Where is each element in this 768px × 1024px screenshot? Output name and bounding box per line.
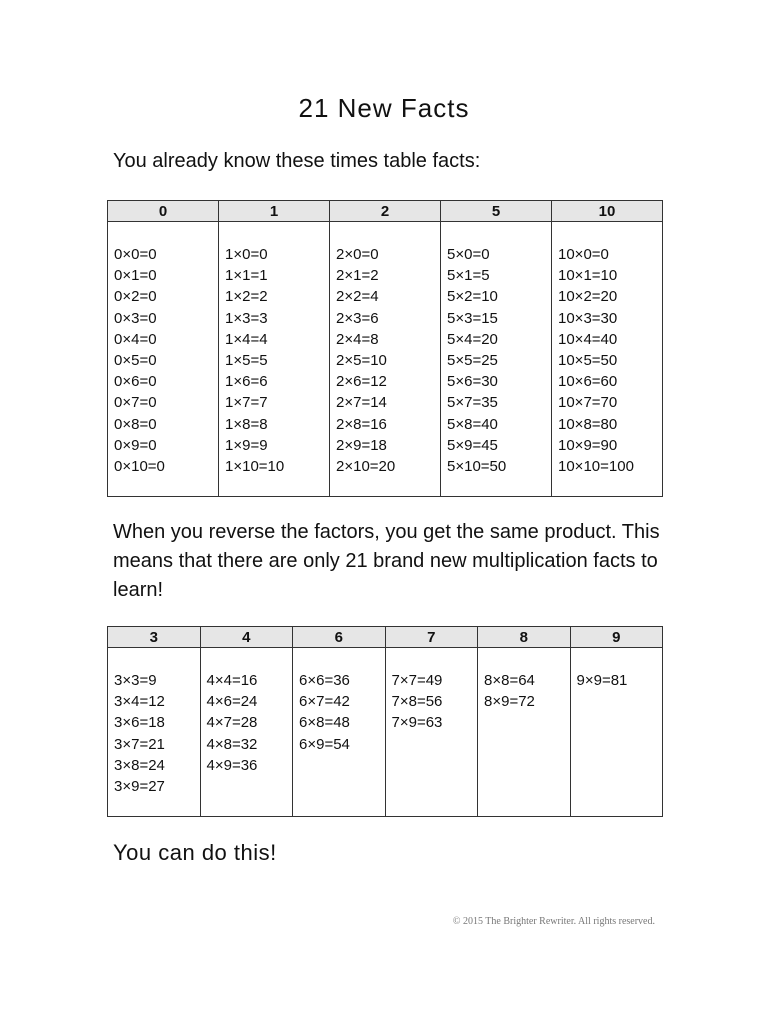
fact-item: 4×7=28 xyxy=(206,714,258,732)
fact-item: 5×9=45 xyxy=(447,436,498,454)
fact-item: 1×9=9 xyxy=(225,436,268,454)
fact-item: 0×1=0 xyxy=(114,267,157,285)
new-facts-header-row xyxy=(108,627,663,648)
new-facts-column-6 xyxy=(293,648,386,817)
known-facts-header-5: 5 xyxy=(441,201,552,222)
new-facts-column-8 xyxy=(478,648,571,817)
fact-item: 3×7=21 xyxy=(114,735,165,753)
fact-list xyxy=(114,670,200,797)
fact-item: 4×9=36 xyxy=(206,756,258,774)
fact-item: 5×6=30 xyxy=(447,373,498,391)
known-facts-table xyxy=(107,200,663,497)
known-facts-column-10 xyxy=(552,222,663,497)
fact-item: 10×1=10 xyxy=(558,267,618,285)
fact-list xyxy=(336,244,440,477)
fact-item: 10×7=70 xyxy=(558,394,618,412)
fact-list xyxy=(114,244,218,477)
new-facts-header-4: 4 xyxy=(200,627,293,648)
fact-item: 0×10=0 xyxy=(114,457,165,475)
fact-item: 2×7=14 xyxy=(336,394,387,412)
fact-item: 0×5=0 xyxy=(114,351,157,369)
new-facts-header-3: 3 xyxy=(108,627,201,648)
new-facts-header-9: 9 xyxy=(570,627,663,648)
known-facts-header-row xyxy=(108,201,663,222)
new-facts-table xyxy=(107,626,663,817)
known-facts-column-1 xyxy=(219,222,330,497)
known-facts-column-2 xyxy=(330,222,441,497)
fact-list xyxy=(207,670,293,776)
fact-item: 7×7=49 xyxy=(391,672,443,689)
fact-list xyxy=(225,244,329,477)
fact-item: 0×4=0 xyxy=(114,330,157,348)
fact-list xyxy=(392,670,478,734)
new-facts-body-row xyxy=(108,648,663,817)
fact-item: 5×8=40 xyxy=(447,415,498,433)
fact-item: 1×7=7 xyxy=(225,394,268,412)
fact-item: 0×9=0 xyxy=(114,436,157,454)
fact-item: 5×0=0 xyxy=(447,246,490,263)
fact-item: 2×9=18 xyxy=(336,436,387,454)
intro-text: You already know these times table facts: xyxy=(113,150,481,172)
fact-item: 6×9=54 xyxy=(299,735,350,753)
page-title: 21 New Facts xyxy=(298,93,470,123)
known-facts-header-10: 10 xyxy=(552,201,663,222)
copyright-footer: © 2015 The Brighter Rewriter. All rights reserved. xyxy=(452,916,655,927)
fact-item: 6×7=42 xyxy=(299,693,350,711)
new-facts-column-9 xyxy=(570,648,663,817)
fact-item: 8×8=64 xyxy=(484,672,535,689)
fact-item: 1×4=4 xyxy=(225,330,268,348)
fact-item: 3×3=9 xyxy=(114,672,157,689)
fact-item: 10×9=90 xyxy=(558,436,618,454)
fact-item: 8×9=72 xyxy=(484,693,535,711)
fact-list xyxy=(484,670,570,712)
fact-item: 2×4=8 xyxy=(336,330,379,348)
fact-item: 2×0=0 xyxy=(336,246,379,263)
fact-item: 5×10=50 xyxy=(447,457,507,475)
fact-item: 2×2=4 xyxy=(336,288,379,306)
fact-item: 1×10=10 xyxy=(225,457,285,475)
fact-item: 5×4=20 xyxy=(447,330,498,348)
closing-text: You can do this! xyxy=(113,840,277,865)
fact-item: 5×1=5 xyxy=(447,267,490,285)
new-facts-column-7 xyxy=(385,648,478,817)
fact-item: 10×10=100 xyxy=(558,457,634,475)
new-facts-column-4 xyxy=(200,648,293,817)
known-facts-header-1: 1 xyxy=(219,201,330,222)
fact-item: 2×1=2 xyxy=(336,267,379,285)
fact-item: 4×6=24 xyxy=(206,693,258,711)
fact-item: 0×2=0 xyxy=(114,288,157,306)
new-facts-header-6: 6 xyxy=(293,627,386,648)
fact-item: 3×4=12 xyxy=(114,693,165,711)
fact-item: 1×2=2 xyxy=(225,288,268,306)
known-facts-column-0 xyxy=(108,222,219,497)
fact-list xyxy=(558,244,662,477)
fact-item: 2×8=16 xyxy=(336,415,387,433)
fact-item: 0×8=0 xyxy=(114,415,157,433)
fact-item: 0×0=0 xyxy=(114,246,157,263)
fact-item: 2×10=20 xyxy=(336,457,396,475)
fact-item: 0×7=0 xyxy=(114,394,157,412)
fact-item: 1×6=6 xyxy=(225,373,268,391)
fact-item: 1×3=3 xyxy=(225,309,268,327)
new-facts-header-8: 8 xyxy=(478,627,571,648)
fact-item: 6×6=36 xyxy=(299,672,350,689)
fact-item: 10×8=80 xyxy=(558,415,618,433)
known-facts-header-2: 2 xyxy=(330,201,441,222)
known-facts-body-row xyxy=(108,222,663,497)
fact-item: 5×5=25 xyxy=(447,351,498,369)
fact-item: 10×4=40 xyxy=(558,330,618,348)
fact-item: 10×5=50 xyxy=(558,351,618,369)
fact-item: 5×2=10 xyxy=(447,288,498,306)
fact-list xyxy=(577,670,663,691)
fact-item: 6×8=48 xyxy=(299,714,350,732)
fact-item: 1×8=8 xyxy=(225,415,268,433)
fact-item: 9×9=81 xyxy=(576,672,628,689)
fact-item: 10×6=60 xyxy=(558,373,618,391)
new-facts-column-3 xyxy=(108,648,201,817)
new-facts-header-7: 7 xyxy=(385,627,478,648)
known-facts-column-5 xyxy=(441,222,552,497)
known-facts-header-0: 0 xyxy=(108,201,219,222)
fact-item: 7×9=63 xyxy=(391,714,443,732)
fact-list xyxy=(299,670,385,755)
fact-item: 5×3=15 xyxy=(447,309,498,327)
fact-item: 10×2=20 xyxy=(558,288,618,306)
fact-item: 0×6=0 xyxy=(114,373,157,391)
fact-item: 5×7=35 xyxy=(447,394,498,412)
fact-list xyxy=(447,244,551,477)
fact-item: 7×8=56 xyxy=(391,693,443,711)
fact-item: 2×5=10 xyxy=(336,351,387,369)
fact-item: 0×3=0 xyxy=(114,309,157,327)
fact-item: 10×0=0 xyxy=(558,246,609,263)
fact-item: 1×0=0 xyxy=(225,246,268,263)
fact-item: 3×8=24 xyxy=(114,756,165,774)
fact-item: 4×8=32 xyxy=(206,735,258,753)
fact-item: 10×3=30 xyxy=(558,309,618,327)
fact-item: 3×9=27 xyxy=(114,777,165,795)
fact-item: 4×4=16 xyxy=(206,672,258,689)
fact-item: 1×1=1 xyxy=(225,267,268,285)
fact-item: 1×5=5 xyxy=(225,351,268,369)
fact-item: 2×3=6 xyxy=(336,309,379,327)
fact-item: 3×6=18 xyxy=(114,714,165,732)
explanation-paragraph: When you reverse the factors, you get the same product. This means that there are only 21 brand new multiplication facts to learn! xyxy=(113,521,660,601)
fact-item: 2×6=12 xyxy=(336,373,387,391)
